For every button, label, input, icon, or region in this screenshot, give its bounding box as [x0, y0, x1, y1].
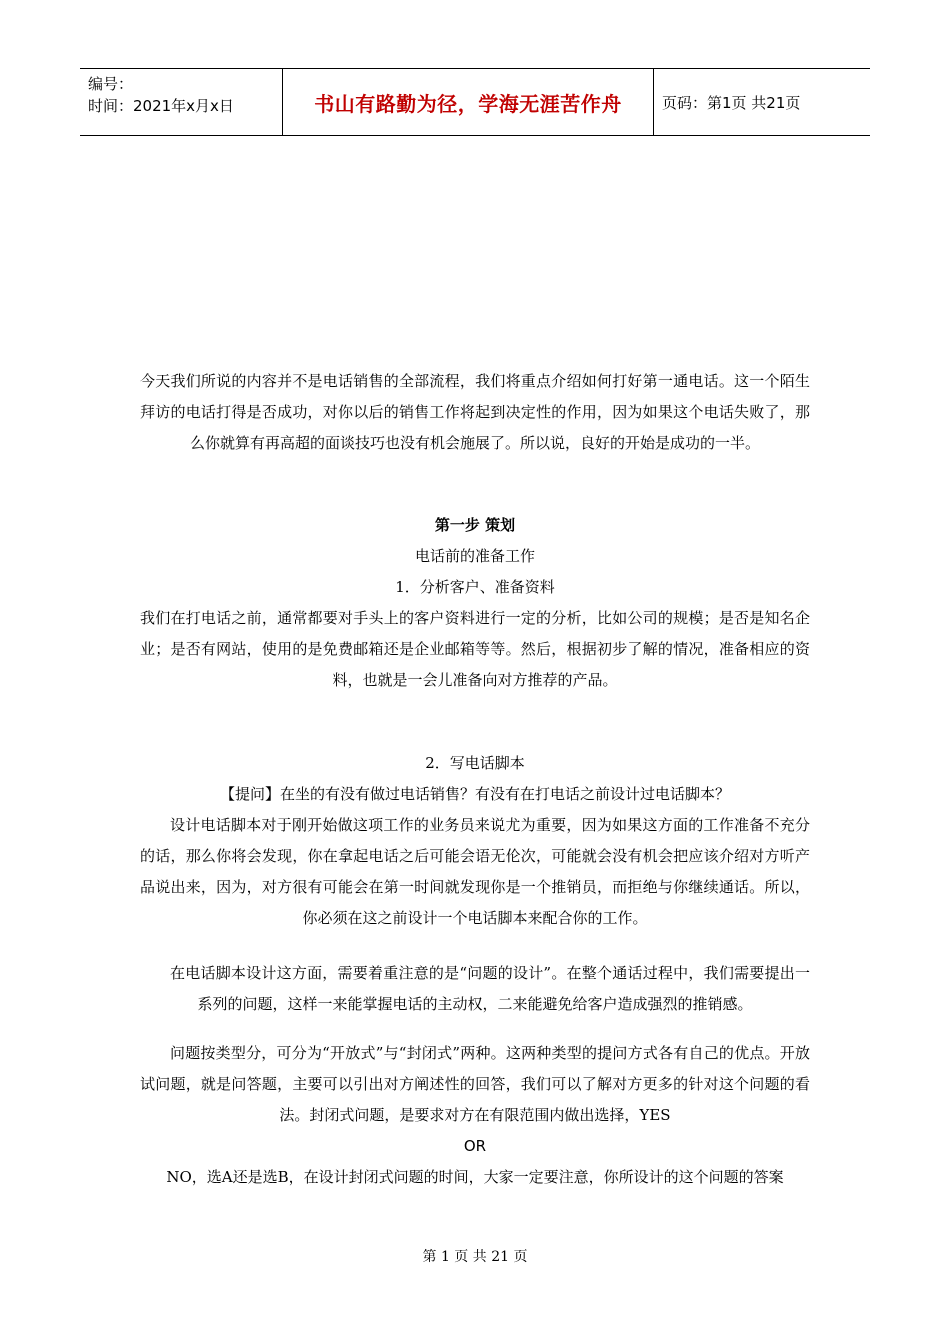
- item2-paragraph-1: 设计电话脚本对于刚开始做这项工作的业务员来说尤为重要，因为如果这方面的工作准备不充分的话，那么你将会发现，你在拿起电话之后可能会语无伦次，可能就会没有机会把应该介绍对方听产品说出来，因为，对方很有可能会在第一时间就发现你是一个推销员，而拒绝与你继续通话。所以，你必须在这之前设计一个电话脚本来配合你的工作。: [140, 816, 810, 927]
- item1-title: 1．分析客户、准备资料: [395, 578, 555, 596]
- header-motto: 书山有路勤为径，学海无涯苦作舟: [282, 69, 654, 135]
- time-label: 时间：2021年x月x日: [88, 97, 234, 115]
- item2-paragraph-2: 在电话脚本设计这方面，需要着重注意的是“问题的设计”。在整个通话过程中，我们需要提出一系列的问题，这样一来能掌握电话的主动权，二来能避免给客户造成强烈的推销感。: [170, 964, 810, 1013]
- item2-section: [140, 748, 810, 934]
- intro-section: [140, 366, 810, 459]
- step1-subtitle: 电话前的准备工作: [414, 547, 535, 565]
- page-footer: 第 1 页 共 21 页: [422, 1249, 528, 1265]
- item2-paragraph-3: 问题按类型分，可分为“开放式”与“封闭式”两种。这两种类型的提问方式各有自己的优点。开放试问题，就是问答题，主要可以引出对方阐述性的回答，我们可以了解对方更多的针对这个问题的看法。封闭式问题，是要求对方在有限范围内做出选择，YES: [140, 1044, 810, 1124]
- document-header: [80, 68, 870, 136]
- header-page-label: 页码：第1页 共21页: [662, 93, 801, 112]
- item1-paragraph: 我们在打电话之前，通常都要对手头上的客户资料进行一定的分析，比如公司的规模；是否是知名企业；是否有网站，使用的是免费邮箱还是企业邮箱等等。然后，根据初步了解的情况，准备相应的资料，也就是一会儿准备向对方推荐的产品。: [140, 609, 810, 689]
- item2-paragraph-4: NO，选A还是选B，在设计封闭式问题的时间，大家一定要注意，你所设计的这个问题的答案: [166, 1168, 784, 1186]
- intro-paragraph: 今天我们所说的内容并不是电话销售的全部流程，我们将重点介绍如何打好第一通电话。这一个陌生拜访的电话打得是否成功，对你以后的销售工作将起到决定性的作用，因为如果这个电话失败了，那么你就算有再高超的面谈技巧也没有机会施展了。所以说，良好的开始是成功的一半。: [140, 372, 810, 452]
- item2-question: 【提问】在坐的有没有做过电话销售？有没有在打电话之前设计过电话脚本？: [219, 785, 730, 803]
- step1-section: [140, 510, 810, 696]
- item2-section-2: [140, 958, 810, 1020]
- header-meta-cell: [80, 69, 282, 135]
- step1-title: 第一步 策划: [434, 516, 516, 534]
- number-label: 编号：: [88, 75, 134, 93]
- item2-title: 2．写电话脚本: [425, 754, 525, 772]
- item2-or: OR: [463, 1137, 487, 1155]
- item2-section-3: [140, 1038, 810, 1193]
